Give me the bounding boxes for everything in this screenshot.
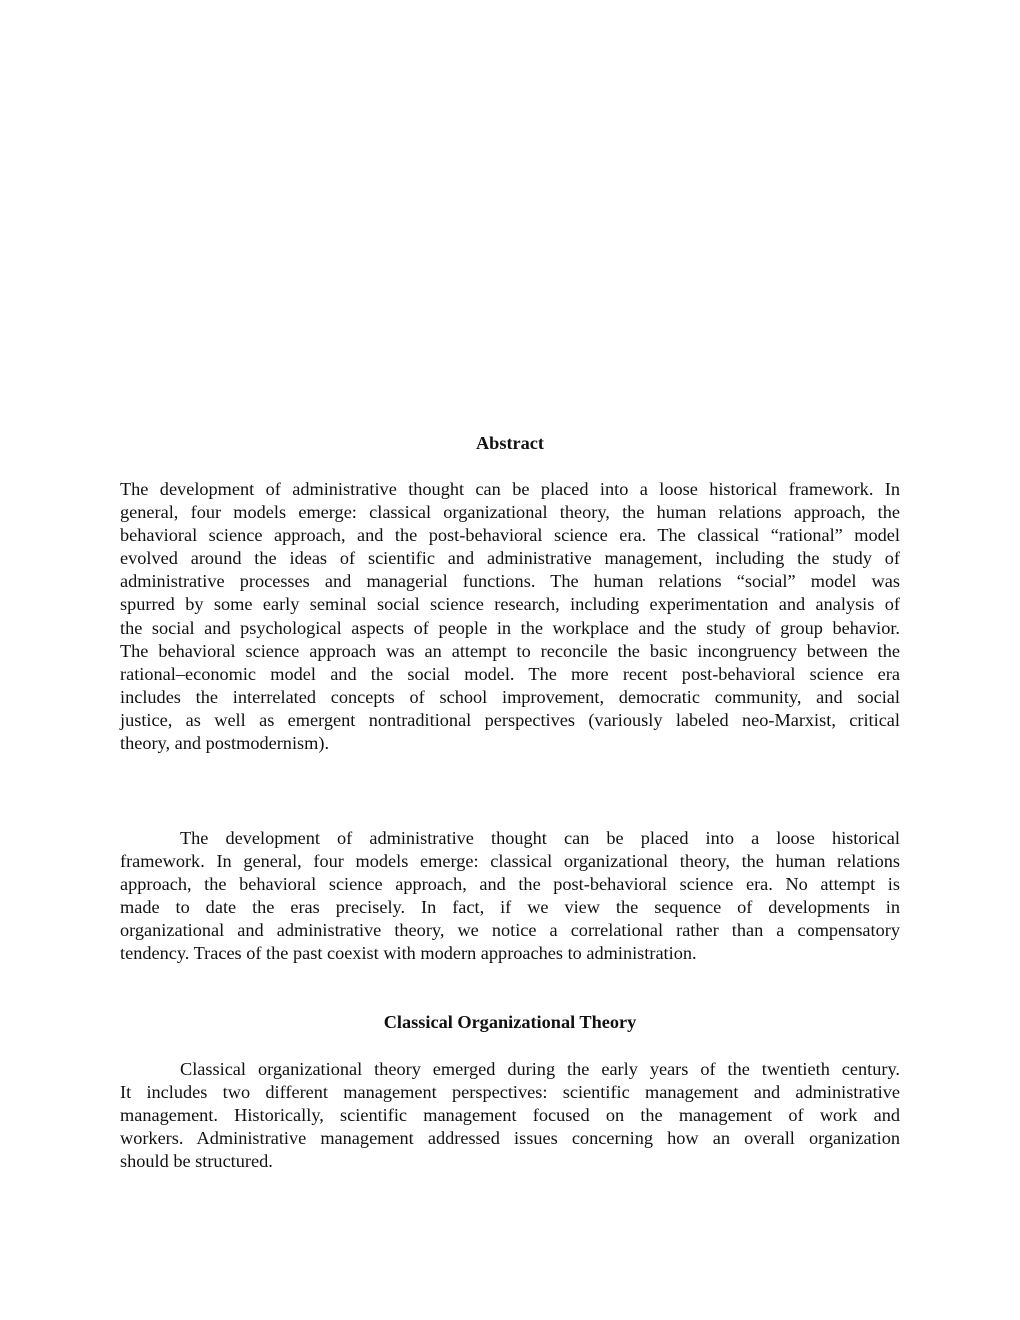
text-line: tendency. Traces of the past coexist with modern approaches to administration. [120,943,697,964]
text-line: spurred by some early seminal social science research, including experimentation and analysis of [120,594,900,615]
classical-theory-heading: Classical Organizational Theory [383,1012,637,1032]
text-line: workers. Administrative management addressed issues concerning how an overall organization [120,1128,900,1149]
text-line: approach, the behavioral science approach, and the post-behavioral science era. No attempt is [120,874,900,895]
text-line: administrative processes and managerial functions. The human relations “social” model was [120,571,900,592]
text-line: theory, and postmodernism). [120,733,330,754]
text-line: the social and psychological aspects of people in the workplace and the study of group behavior. [120,617,900,638]
text-line: organizational and administrative theory, we notice a correlational rather than a compensatory [120,920,900,941]
text-line: includes the interrelated concepts of school improvement, democratic community, and social [120,686,900,707]
text-line: management. Historically, scientific management focused on the management of work and [120,1105,900,1126]
text-line: The behavioral science approach was an attempt to reconcile the basic incongruency between the [120,640,900,661]
text-line: evolved around the ideas of scientific and administrative management, including the study of [120,548,900,569]
text-line: Classical organizational theory emerged during the early years of the twentieth century. [180,1059,900,1079]
abstract-heading: Abstract [475,433,545,453]
text-line: rational–economic model and the social model. The more recent post-behavioral science era [120,663,900,684]
text-line: framework. In general, four models emerge: classical organizational theory, the human relations [120,851,900,872]
text-line: general, four models emerge: classical organizational theory, the human relations approach, the [120,502,900,523]
text-line: should be structured. [120,1151,273,1172]
text-line: It includes two different management perspectives: scientific management and administrative [120,1082,900,1103]
intro-paragraph [120,827,900,966]
text-line: made to date the eras precisely. In fact, if we view the sequence of developments in [120,897,900,918]
text-line: The development of administrative thought can be placed into a loose historical framework. In [120,479,900,499]
text-line: The development of administrative thought can be placed into a loose historical [180,828,900,848]
classical-theory-paragraph [120,1058,900,1173]
abstract-paragraph [120,478,900,755]
text-line: behavioral science approach, and the post-behavioral science era. The classical “rational” model [120,525,900,546]
text-line: justice, as well as emergent nontraditional perspectives (variously labeled neo-Marxist, critical [120,709,900,730]
